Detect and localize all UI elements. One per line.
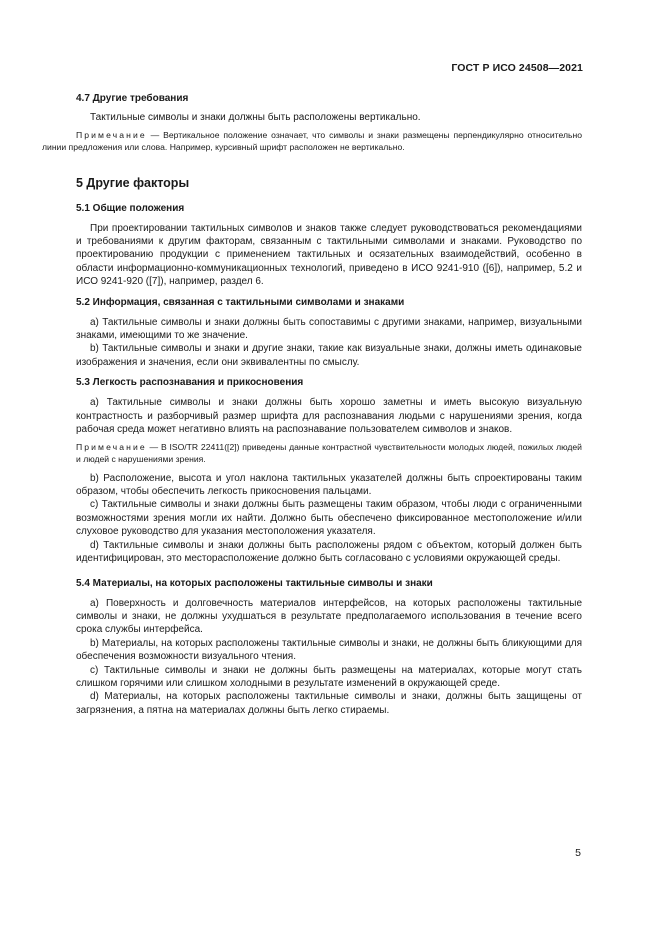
item-5-2-b: b) Тактильные символы и знаки и другие знаки, такие как визуальные знаки, должны иметь одинаковые изображения и значения, если они эквивалентны по смыслу. [76, 343, 582, 368]
note-4-7 [42, 130, 582, 153]
item-5-3-b: b) Расположение, высота и угол наклона тактильных указателей должны быть спроектированы таким образом, чтобы обеспечить легкость прикосновения пальцами. [76, 472, 582, 498]
heading-5-1: 5.1 Общие положения [76, 202, 185, 214]
page-content [42, 92, 582, 717]
note-label: Примечание [76, 442, 147, 453]
item-5-3-a: a) Тактильные символы и знаки должны быть хорошо заметны и иметь высокую визуальную контрастность и разборчивый размер шрифта для распознавания людьми с нарушениями зрения, когда рабочая среда может негативно влиять на распознавание пользователем символов и знаков. [76, 397, 582, 436]
note-5-3 [76, 442, 582, 465]
heading-5-2: 5.2 Информация, связанная с тактильными символами и знаками [76, 296, 405, 308]
note-label: Примечание [76, 130, 147, 141]
item-5-4-d: d) Материалы, на которых расположены тактильные символы и знаки, должны быть защищены от загрязнения, а пятна на материалах должны быть легко стираемы. [76, 691, 582, 716]
item-5-4-c: c) Тактильные символы и знаки не должны быть размещены на материалах, которые могут стать слишком горячими или слишком холодными в результате изменений в окружающей среде. [76, 664, 582, 689]
heading-4-7: 4.7 Другие требования [76, 93, 189, 104]
item-5-3-c: c) Тактильные символы и знаки должны быть размещены таким образом, чтобы люди с ограниченными возможностями зрения могли их найти. Должно быть обеспечено фиксированное местоположение и/или слуховое руководство для указания местоположения указателя. [76, 499, 582, 538]
paragraph-4-7-1: Тактильные символы и знаки должны быть расположены вертикально. [90, 112, 421, 123]
note-text: — Вертикальное положение означает, что символы и знаки размещены перпендикулярно относительно линии предложения или слова. Например, курсивный шрифт расположен не вертикально. [42, 130, 582, 152]
item-5-4-b: b) Материалы, на которых расположены тактильные символы и знаки, не должны быть бликующими для обеспечения возможности визуального чтения. [76, 637, 582, 663]
page-number: 5 [575, 847, 581, 859]
heading-5: 5 Другие факторы [76, 175, 190, 190]
heading-5-4: 5.4 Материалы, на которых расположены тактильные символы и знаки [76, 577, 433, 589]
standard-designation: ГОСТ Р ИСО 24508—2021 [451, 62, 583, 74]
paragraph-5-1-1: При проектировании тактильных символов и знаков также следует руководствоваться рекомендациями и требованиями к другим факторам, связанным с тактильными символами и знаками. Руководство по проектированию продукции с применением тактильных и осязательных взаимодействий, особенно в области информационно-коммуникационных технологий, приведено в ИСО 9241-910 ([6]), например, 5.2 и ИСО 9241-920 ([7]), например, раздел 6. [76, 222, 582, 288]
heading-5-3: 5.3 Легкость распознавания и прикосновения [76, 377, 304, 389]
item-5-4-a: a) Поверхность и долговечность материалов интерфейсов, на которых расположены тактильные символы и знаки, не должны ухудшаться в результате предполагаемого использования в течение всего срока службы интерфейса. [76, 597, 582, 636]
item-5-2-a: a) Тактильные символы и знаки должны быть сопоставимы с другими знаками, например, визуальными знаками, имеющими то же значение. [76, 316, 582, 342]
item-5-3-d: d) Тактильные символы и знаки должны быть расположены рядом с объектом, который должен быть идентифицирован, это месторасположение должно быть согласовано с условиями окружающей среды. [76, 539, 582, 565]
note-text: — В ISO/TR 22411([2]) приведены данные контрастной чувствительности молодых людей, пожилых людей и людей с нарушениями зрения. [76, 442, 582, 465]
